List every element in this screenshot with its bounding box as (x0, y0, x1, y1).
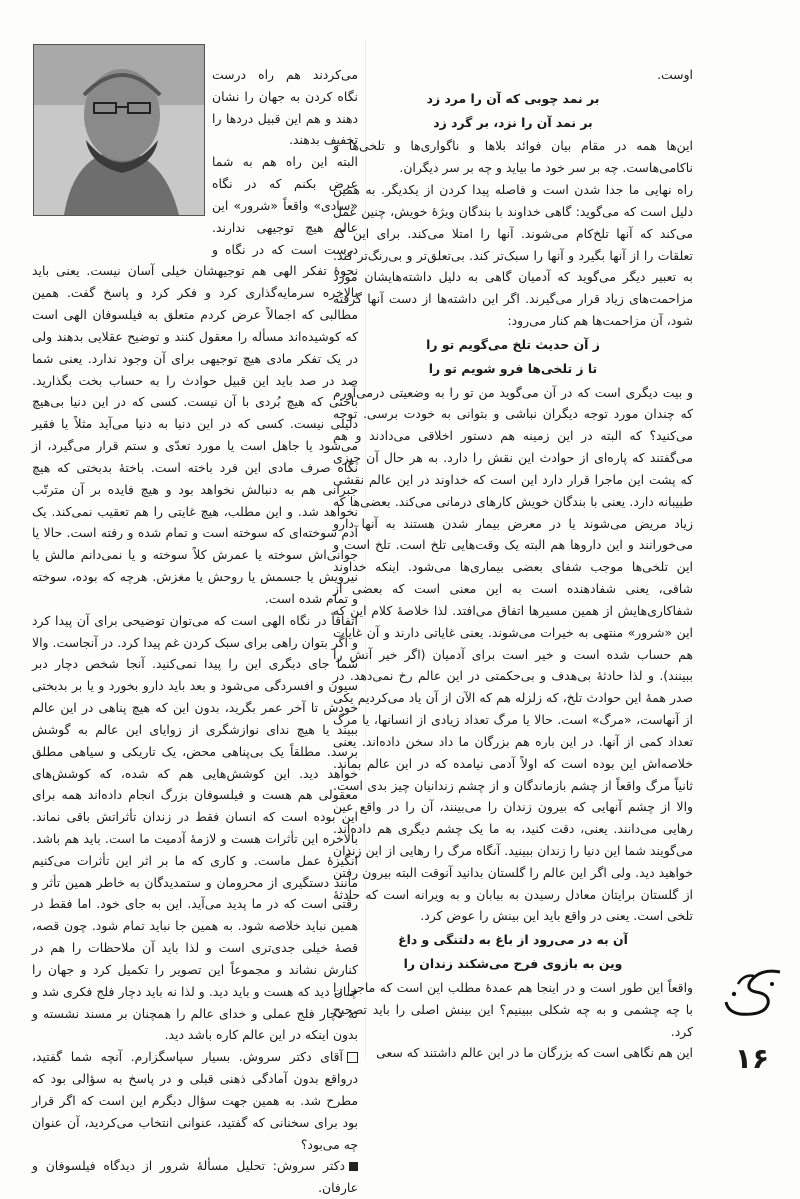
verse-line: آن به در می‌رود از باغ به دلتنگی و داغ (398, 932, 628, 948)
outer-margin (708, 0, 800, 1099)
interview-question (32, 1046, 358, 1155)
paragraph: این هم نگاهی است که بزرگان ما در این عالم داشتند که سعی (376, 1045, 693, 1061)
answer-marker-icon (349, 1162, 358, 1171)
paragraph: واقعاً این طور است و در اینجا هم عمدهٔ مطلب این است که ماجرا را با چه چشمی و به چه شکلی ببینیم؟ این بینش اصلی را باید تصحیح کرد. (333, 979, 693, 1039)
paragraph: و بیت دیگری است که در آن می‌گوید من تو را به وضعیتی درمی‌آورم که چندان مورد توجه دیگران نباشی و بتوانی به خودت برسی. توجه می‌کنید؟ که البته در این زمینه هم دستور اخلاقی می‌دادند و هم می‌گفتند که پاره‌ای از حوادث این نقش را دارد. به هر حال آن چیزی که پشت این ماجرا قرار دارد این است که خداوند در این عالم نقشی طبیبانه دارد. یعنی با بندگان خویش کارهای درمانی می‌کند. بعضی‌ها که زیاد مریض می‌شوند یا در معرض بیمار شدن هستند به آنها دارو می‌خورانند و این داروها هم البته یک وقت‌هایی تلخ است. تلخ است و این تلخی‌ها موجب شفای بعضی بیماری‌ها می‌شود. اینکه خداوند شافی، یعنی شفادهنده است به این معنی است که بعضی از شفاکاری‌هایش از همین مسیرها اتفاق می‌افتد. لذا خلاصهٔ کلام این که این «شرور» منتهی به خیرات می‌شوند. یعنی غایاتی دارند و آن غایات هم حساب شده است و خیر است برای آدمیان (اگر خیر آنش را ببینند). و لذا حادثهٔ بی‌هدف و بی‌حکمتی در این عالم رخ نمی‌دهد. در صدر همهٔ این حوادث تلخ، که زلزله هم که الآن از آن یاد می‌کردیم یکی از آنهاست، «مرگ» است. حالا یا مرگ تعداد زیادی از انسانها، یا مرگ تعداد کمی از آنها. در این باره هم بزرگان ما داد سخن داده‌اند. یعنی خلاصه‌اش این بوده است که اولاً آدمی نیامده که در این عالم بماند. ثانیاً مرگ واقعاً از چشم بازماندگان و از چشم زندانیان چیز بدی است. والا از چشم آنهایی که بیرون زندان را می‌بینند، آن را در واقع عین رهایی می‌دانند. یعنی، دقت کنید، به ما یک چشم دیگری هم داده‌اند. می‌گویند شما این دنیا را زندان ببینید. آنگاه مرگ را رهایی از این زندان خواهید دید. ولی اگر این عالم را گلستان بدانید آنوقت البته بیرون رفتن از گلستان برایتان معادل رسیدن به بیابان و به ویرانه است که حادثهٔ تلخی است. یعنی در واقع باید این بینش را عوض کرد. (333, 384, 693, 924)
right-column (333, 64, 693, 1064)
paragraph: البته این راه هم به شما عرض بکنم که در نگاه «سادی» واقعاً «شرور» این عالم هیچ توجیهی ندارند. درست است که در نگاه و نحوهٔ تفکر الهی هم توجیهشان خیلی آسان نیست. یعنی باید بالاخره سرمایه‌گذاری کرد و فکر کرد و پاسخ گفت. همین مطالبی که اجمالاً عرض کردم متعلق به فیلسوفان الهی است که کوشیده‌اند مسأله را معقول کنند و توضیح عقلایی بدهند ولی در یک تفکر مادی هیچ توجیهی برای آن وجود ندارد. یعنی شما صد در صد باید این قبیل حوادث را به حساب بخت بگذارید. باختی که هیچ بُردی با آن نیست. کسی که در این دنیا بی‌هیچ دلیلی نیست. کسی که در این دنیا به دنیا می‌آید مثلاً یا فقیر می‌شود یا جاهل است یا مورد تعدّی و ستم قرار می‌گیرد، از نگاه صرف مادی این فرد باخته است. باختهٔ بدبختی که هیچ جبرانی هم به دنبالش نخواهد بود و هیچ فایده بر آن مترتّب نخواهد شد. و این مطلب، هیچ غایتی را هم تعقیب نمی‌کند. یک آدم سوخته‌ای که سوخته است و تمام شده و رفته است. حالا یا جوانی‌اش سوخته یا عمرش کلاً سوخته و یا نمی‌دانم مالش یا نیرویش یا جسمش یا روحش یا مغزش. هرچه که بوده، سوخته و تمام شده است. (32, 154, 358, 606)
paragraph: این‌ها همه در مقام بیان فوائد بلاها و ناگواری‌ها و تلخی‌ها و ناکامی‌هاست. چه بر سر خود ما بیاید و چه بر سر دیگران. (333, 138, 693, 176)
verse-line: وین به بازوی فرح می‌شکند زندان را (403, 956, 623, 972)
question-marker-icon (347, 1052, 358, 1063)
answer-text: دکتر سروش: تحلیل مسألهٔ شرور از دیدگاه فیلسوفان و عارفان. (32, 1158, 358, 1196)
verse-line: بر نمد چوبی که آن را مرد زد (426, 90, 600, 106)
paragraph: راه نهایی ما جدا شدن است و فاصله پیدا کردن از یکدیگر. به همین دلیل است که می‌گوید: گاهی خداوند با بندگان ویژهٔ خویش، چنین عمل می‌کند که آنها تلخ‌کام می‌شوند. آنها را امتلا می‌کند. برای این که تعلقات را از آنها بگیرد و آنها را سبک‌تر کند. بی‌تعلق‌تر و بی‌رنگ‌تر کند. به تعبیر دیگر می‌گوید که آدمیان گاهی به دلیل داشته‌هایشان مورد مزاحمت‌های زیاد قرار می‌گیرند. اگر این داشته‌ها از دست آنها گرفته شود، آن مزاحمت‌ها هم کنار می‌رود: (333, 182, 693, 329)
verse-line: ز آن حدیث تلخ می‌گویم تو را (426, 336, 600, 352)
verse-line: تا ز تلخی‌ها فرو شویم تو را (428, 360, 598, 376)
paragraph: می‌کردند هم راه درست نگاه کردن به جهان را نشان دهند و هم این قبیل دردها را تخفیف بدهند. (212, 67, 358, 148)
verse-line: بر نمد آن را نزد، بر گرد زد (433, 114, 593, 130)
left-column (32, 64, 358, 1199)
page-number: ۱۶ (734, 1042, 770, 1075)
kerman-logo (720, 964, 790, 1024)
interview-answer (32, 1155, 358, 1199)
question-text: آقای دکتر سروش. بسیار سپاسگزارم. آنچه شما گفتید، درواقع بدون آمادگی ذهنی قبلی و در پاسخ به سؤالی بود که مطرح شد. به همین جهت سؤال دیگرم این است که اگر قرار بود برای سخنانی که گفتید، عنوانی انتخاب می‌کردید، آن عنوان چه می‌بود؟ (32, 1049, 358, 1152)
author-portrait-photo (33, 44, 205, 216)
paragraph: اتفاقاً در نگاه الهی است که می‌توان توضیحی برای آن پیدا کرد و اگر بتوان راهی برای سبک کردن غم پیدا کرد. در آنجاست. والا شما جای دیگری این را پیدا نمی‌کنید. آنجا شخص دچار دبر سیون و افسردگی می‌شود و بعد باید دارو بخورد و یا بر بدبختی خودش تا آخر عمر بگرید، بدون این که هیچ پناهی در این عالم ببیند یا هیچ ندای نوازشگری از زوایای این عالم به گوشش برسد. مطلقاً یک بی‌پناهی محض، یک تاریکی و سیاهی مطلق خواهد دید. این کوشش‌هایی هم که شده، که کوشش‌های معقولی هم هست و فیلسوفان بزرگ انجام داده‌اند همه برای این بوده است که انسان فقط در زندان تأثراتش باقی نماند. بالاخره این تأثرات هست و لازمهٔ آدمیت ما است. باید هم باشد. انگیزهٔ عمل ماست. و کاری که ما بر اثر این تأثرات می‌کنیم مانند دستگیری از محرومان و ستمدیدگان به خاطر همین تأثر و رقّتی است که در ما پدید می‌آید. این به جای خود. اما فقط در همین نباید خلاصه شود. به همین جا نباید تمام شود. چون قصه، قصهٔ خیلی جدی‌تری است و لذا باید آن ملاحظات را هم در کنارش نشاند و مجموعاً این تصویر را تکمیل کرد و جهان را چنان دید که هست و باید دید. و لذا نه باید دچار فلج فکری شد و نه دچار فلج عملی و خدای عالم را همچنان بر مسند نشسته و بدون اینکه در این عالم کاره باشد دید. (32, 612, 358, 1043)
portrait-illustration (34, 45, 204, 215)
paragraph: اوست. (657, 67, 693, 82)
